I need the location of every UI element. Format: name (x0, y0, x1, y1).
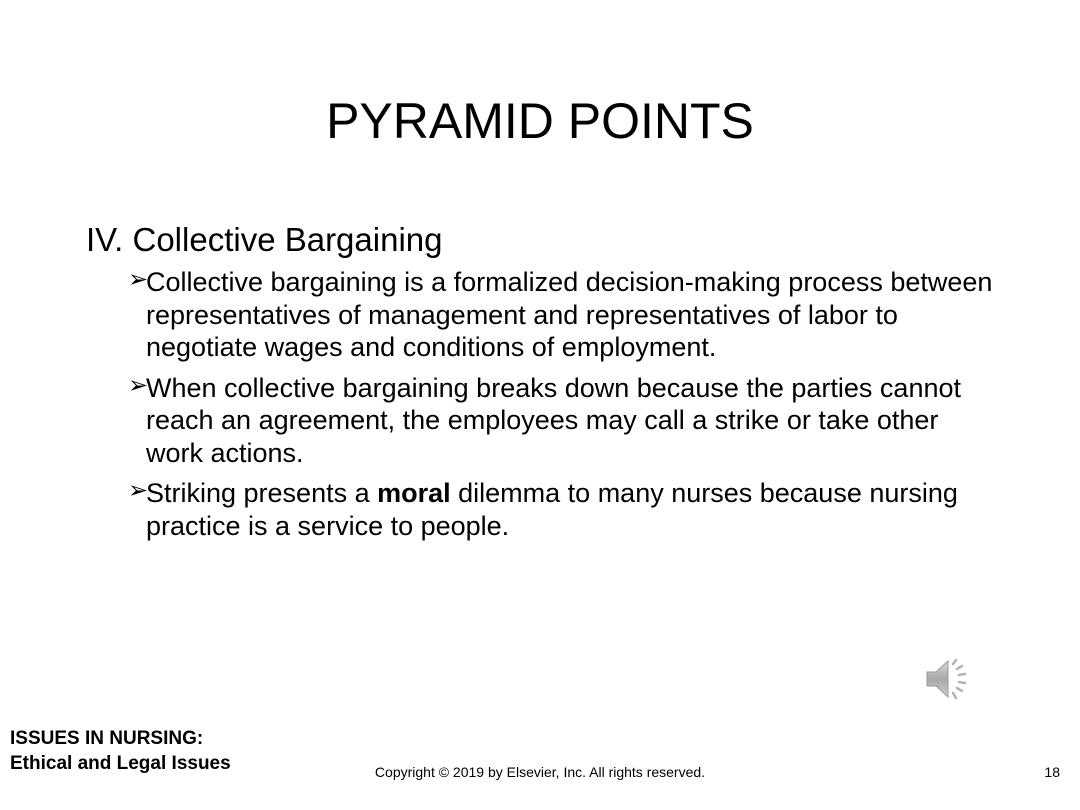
book-title-line: Ethical and Legal Issues (10, 753, 231, 774)
bullet-item (128, 371, 996, 470)
page-number: 18 (1044, 764, 1060, 780)
bullet-list (86, 266, 1006, 542)
section-heading: IV. Collective Bargaining (86, 221, 443, 258)
bullet-text: When collective bargaining breaks down because the parties cannot reach an agreement, the employees may call a strike or take other work actions. (146, 372, 961, 468)
book-title-line: ISSUES IN NURSING: (10, 728, 204, 749)
slide-title: PYRAMID POINTS (326, 93, 754, 149)
arrow-bullet-icon: ➢ (128, 477, 149, 504)
bold-emphasis: moral (377, 478, 451, 508)
bullet-item (128, 266, 996, 364)
arrow-bullet-icon: ➢ (128, 266, 149, 293)
arrow-bullet-icon: ➢ (128, 371, 149, 399)
bullet-item (128, 477, 996, 542)
bullet-text-part: dilemma to many nurses because nursing practice is a service to people. (146, 478, 958, 541)
bullet-text (146, 477, 996, 542)
bullet-text: Collective bargaining is a formalized decision-making process between representatives of management and representatives of labor to negotiate wages and conditions of employment. (146, 267, 993, 362)
copyright-notice: Copyright © 2019 by Elsevier, Inc. All rights reserved. (374, 764, 706, 780)
speaker-icon-graphic (924, 656, 974, 702)
speaker-icon[interactable] (924, 656, 974, 702)
bullet-text-part: Striking presents a (146, 478, 378, 508)
slide-content (86, 220, 1006, 550)
